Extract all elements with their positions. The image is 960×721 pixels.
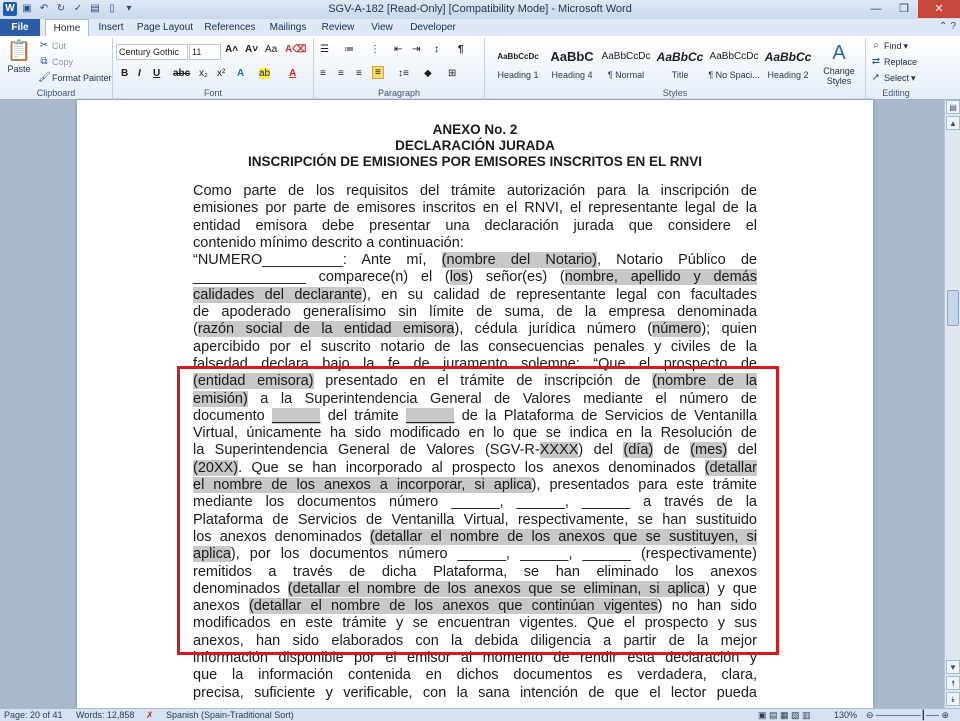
style-normal[interactable]: AaBbCcDc ¶ Normal [601,51,651,80]
tab-review[interactable]: Review [321,22,355,33]
window-controls [862,0,960,18]
text-run: denominados [193,580,288,597]
intro-line: emisiones por parte de emisores inscritos en el RNVI, el representante legal de la [193,200,757,217]
borders-icon[interactable]: ⊞ [448,68,457,79]
find-button[interactable]: ⌕ Find ▾ [870,40,908,52]
text-run: ), en su calidad de representante legal con facultades [362,286,758,303]
change-styles-button[interactable]: A Change Styles [823,42,855,86]
clear-formatting-icon[interactable]: A⌫ [285,44,307,55]
declaration-line [193,667,757,684]
highlighted-placeholder: (nombre de la [652,373,758,390]
tab-file[interactable]: File [0,19,40,36]
intro-line: entidad emisora debe presentar una declaración jurada que considere el [193,217,757,234]
declaration-line [193,321,757,338]
declaration-line [193,304,757,321]
font-group [113,38,314,98]
cut-button[interactable]: ✂ Cut [39,40,67,51]
text-run: ) del [578,442,624,459]
text-effects-icon[interactable]: A [237,68,245,79]
select-dropdown-icon: ▾ [911,72,916,83]
help-icon[interactable]: ? [950,21,956,32]
text-run: del trámite [320,407,407,424]
grow-font-icon[interactable]: A˄ [225,44,239,55]
style-heading-2[interactable]: AaBbCc Heading 2 [764,50,812,80]
ribbon-help-area [939,21,956,32]
heading-declaration: DECLARACIÓN JURADA [395,138,555,153]
replace-icon: ⇄ [871,56,881,67]
tab-references[interactable]: References [204,22,256,33]
font-group-label: Font [203,88,222,98]
highlighted-placeholder: (día) [623,442,654,459]
highlighted-placeholder: (detallar [704,459,757,476]
text-run: ), presentados para este trámite [531,477,757,494]
scroll-down-icon[interactable]: ▼ [946,660,960,674]
copy-icon: ⧉ [40,56,48,67]
declaration-line [193,685,757,702]
text-run: documento [193,407,273,424]
text-run: la Superintendencia General de Valores (SGV-R- [193,442,540,459]
text-run: Virtual, únicamente ha sido modificado en lo que se indica en la Resolución de [193,425,757,442]
font-color-icon[interactable]: A [289,68,297,79]
text-run: ) señor(es) ( [468,269,565,286]
text-run: mediante los documentos número ______, ______, ______ a través de la [193,494,757,511]
vertical-scrollbar[interactable] [944,100,960,708]
highlighted-placeholder: el nombre de los anexos a incorporar, si aplica [193,477,532,494]
word-logo-icon[interactable]: W [3,2,17,16]
paragraph-group [314,38,485,98]
text-run: , Notario Público de [596,252,757,269]
style-heading-4[interactable]: AaBbC Heading 4 [550,49,594,80]
text-run: de la Plataforma de Servicios de Ventanilla [454,407,757,424]
text-run: de [653,442,691,459]
status-bar [0,708,960,721]
annotation-highlight-box [177,366,779,655]
text-run: anexos, han sido elaborados con la debida diligencia a partir de la mejor [193,632,757,649]
minimize-icon[interactable]: — [870,3,882,15]
tab-insert[interactable]: Insert [98,22,124,33]
highlighted-placeholder: (mes) [690,442,728,459]
ribbon [0,36,960,100]
superscript-icon[interactable]: x² [217,68,226,79]
clipboard-group [0,38,113,98]
align-left-icon[interactable]: ≡ [320,68,326,79]
previous-page-icon[interactable]: ⯭ [946,676,960,690]
proofing-icon[interactable]: ✗ [146,710,154,720]
text-run: ), cédula jurídica número ( [454,321,653,338]
format-painter-button[interactable]: 🖌 Format Painter [38,72,112,83]
scissors-icon: ✂ [39,40,49,51]
customize-icon[interactable]: ▾ [126,3,132,14]
binoculars-icon: ⌕ [873,40,879,51]
editing-group [866,38,926,98]
text-run: ______________ comparece(n) el ( [193,269,450,286]
text-run: los anexos denominados [193,528,370,545]
intro-line: contenido mínimo descrito a continuación: [193,234,464,251]
highlighted-placeholder: aplica [193,546,231,563]
window-title: SGV-A-182 [Read-Only] [Compatibility Mode] - Microsoft Word [328,3,632,15]
declaration-line [193,287,757,304]
paragraph-group-label: Paragraph [377,88,421,98]
save-icon[interactable]: ▣ [22,3,32,14]
align-right-icon[interactable]: ≡ [356,68,362,79]
tab-mailings[interactable]: Mailings [269,22,307,33]
close-icon[interactable]: ✕ [918,0,960,18]
word-count[interactable]: Words: 12,858 [76,710,135,720]
highlighted-placeholder: número [652,321,702,338]
title-bar [0,0,960,20]
text-run: precisa, suficiente y verificable, con la sana intención de que el lector pueda [193,684,757,701]
zoom-level[interactable]: 130% [834,710,858,720]
select-button[interactable]: ➚ Select ▾ [871,72,916,83]
style-no-spacing[interactable]: AaBbCcDc ¶ No Spaci... [708,51,760,80]
text-run: falsedad declara bajo la fe de juramento solemne: “Que el prospecto de [193,355,757,372]
text-run: de apoderado generalísimo sin límite de suma, de la empresa denominada [193,304,757,321]
print-preview-icon[interactable]: ▤ [90,3,100,14]
text-run: remitidos a través de dicha Plataforma, se han eliminado los anexos [193,563,757,580]
style-title[interactable]: AaBbCc Title [656,50,704,80]
replace-button[interactable]: ⇄ Replace [871,56,918,67]
styles-group [485,38,866,98]
tab-home[interactable]: Home [45,19,89,36]
maximize-icon[interactable]: ❐ [899,3,909,15]
highlighted-placeholder: (detallar el nombre de los anexos que continúan vigentes [248,598,658,615]
text-run: Plataforma de Servicios de Ventanilla Virtual, respectivamente, se han sustituido [193,511,757,528]
vertical-ruler [0,100,10,708]
scroll-up-icon[interactable]: ▲ [946,116,960,130]
ribbon-tabs [0,19,960,36]
text-run: que la información contenida en dichos documentos es verdadera, clara, [193,667,757,684]
highlighted-placeholder: (entidad emisora) [193,373,314,390]
ruler-toggle-icon[interactable]: ▤ [946,100,960,114]
zoom-slider[interactable]: ⊖ ───────┃── ⊕ [866,710,949,720]
font-name-combo[interactable]: Century Gothic [116,44,188,60]
heading-annex: ANEXO No. 2 [432,122,518,137]
find-dropdown-icon: ▾ [903,40,909,51]
text-run: . Que se han incorporado al prospecto los anexos denominados [238,459,705,476]
clipboard-icon: 📋 [6,40,32,62]
style-heading-1[interactable]: AaBbCcDc Heading 1 [497,52,539,80]
redo-icon[interactable]: ↻ [56,3,66,14]
page-indicator[interactable]: Page: 20 of 41 [4,710,63,720]
text-run: anexos [193,598,249,615]
highlighted-placeholder: (detallar el nombre de los anexos que se sustituyen, si [369,528,757,545]
sort-icon[interactable]: ↕ [434,44,439,55]
brush-icon: 🖌 [38,72,51,83]
styles-group-label: Styles [662,88,688,98]
tab-developer[interactable]: Developer [410,22,456,33]
undo-icon[interactable]: ↶ [39,3,49,14]
text-run: a la Superintendencia General de Valores mediante el número de [247,390,757,407]
highlighted-placeholder: (20XX) [193,459,239,476]
next-page-icon[interactable]: ⯯ [946,692,960,706]
highlighted-placeholder: los [449,269,469,286]
highlighted-placeholder: nombre, apellido y demás [564,269,757,286]
text-run: ) y que [705,580,757,597]
scrollbar-thumb[interactable] [947,290,959,326]
new-document-icon[interactable]: ▯ [109,3,115,14]
text-run: “NUMERO__________: Ante mí, [193,252,442,269]
decrease-indent-icon[interactable]: ⇤ [394,44,403,55]
multilevel-list-icon[interactable]: ⋮ [370,44,380,55]
text-run: modificados en este trámite y se encuentran vigentes. Que el prospecto y sus [193,615,757,632]
minimize-ribbon-icon[interactable]: ⌃ [939,21,948,32]
highlighted-placeholder: emisión) [193,390,248,407]
bold-icon[interactable]: B [121,68,129,79]
subscript-icon[interactable]: x₂ [199,68,208,79]
font-size-combo[interactable]: 11 [189,44,221,60]
underline-icon[interactable]: U [153,68,161,79]
declaration-line [193,252,757,269]
line-spacing-icon[interactable]: ↕≡ [398,68,409,79]
view-buttons: ▣ ▤ ▦ ▧ ▥ [758,710,811,720]
declaration-line [193,269,757,286]
justify-icon[interactable]: ≡ [372,66,384,79]
text-run: ( [193,321,198,338]
intro-paragraph [193,183,757,252]
shrink-font-icon[interactable]: A˅ [245,44,259,55]
highlighted-placeholder: ______ [406,407,455,424]
change-case-icon[interactable]: Aa [265,44,278,55]
highlight-icon[interactable]: ab [259,68,271,79]
declaration-line [193,339,757,356]
text-run: ); quien [701,321,757,338]
highlighted-placeholder: ______ [272,407,321,424]
editing-group-label: Editing [882,88,910,98]
copy-button[interactable]: ⧉ Copy [38,56,73,68]
bullets-icon[interactable]: ☰ [320,44,329,55]
change-styles-icon: A [832,42,846,64]
intro-line: Como parte de los requisitos del trámite autorización para la inscripción de [193,183,757,199]
heading-inscription: INSCRIPCIÓN DE EMISIONES POR EMISORES INSCRITOS EN EL RNVI [247,154,703,169]
text-run: del [727,442,757,459]
select-icon: ➚ [871,72,881,83]
highlighted-placeholder: (nombre del Notario) [441,252,597,269]
increase-indent-icon[interactable]: ⇥ [412,44,421,55]
numbering-icon[interactable]: ≔ [344,44,354,55]
text-run: ) no han sido [657,598,757,615]
tab-view[interactable]: View [371,22,393,33]
highlighted-placeholder: razón social de la entidad emisora [197,321,455,338]
text-run: presentado en el trámite de inscripción de [313,373,653,390]
clipboard-group-label: Clipboard [36,88,76,98]
language-indicator[interactable]: Spanish (Spain-Traditional Sort) [166,710,294,720]
tab-page-layout[interactable]: Page Layout [136,22,194,33]
highlighted-placeholder: (detallar el nombre de los anexos que se eliminan, si aplica [287,580,706,597]
text-run: ), por los documentos número ______, ______, ______ (respectivamente) [230,546,757,563]
text-run: información disponible por el emisor al momento de rendir esta declaración y [193,650,757,667]
text-run: apercibido por el suscrito notario de las consecuencias penales y civiles de la [193,338,757,355]
show-formatting-icon[interactable]: ¶ [458,44,464,55]
strikethrough-icon[interactable]: abc [173,68,191,79]
align-center-icon[interactable]: ≡ [338,68,344,79]
highlighted-placeholder: XXXX [539,442,579,459]
paste-button[interactable]: 📋 Paste [6,40,32,74]
italic-icon[interactable]: I [138,68,141,79]
spelling-icon[interactable]: ✓ [73,3,83,14]
highlighted-placeholder: calidades del declarante [193,286,363,303]
shading-icon[interactable]: ◆ [424,68,432,79]
